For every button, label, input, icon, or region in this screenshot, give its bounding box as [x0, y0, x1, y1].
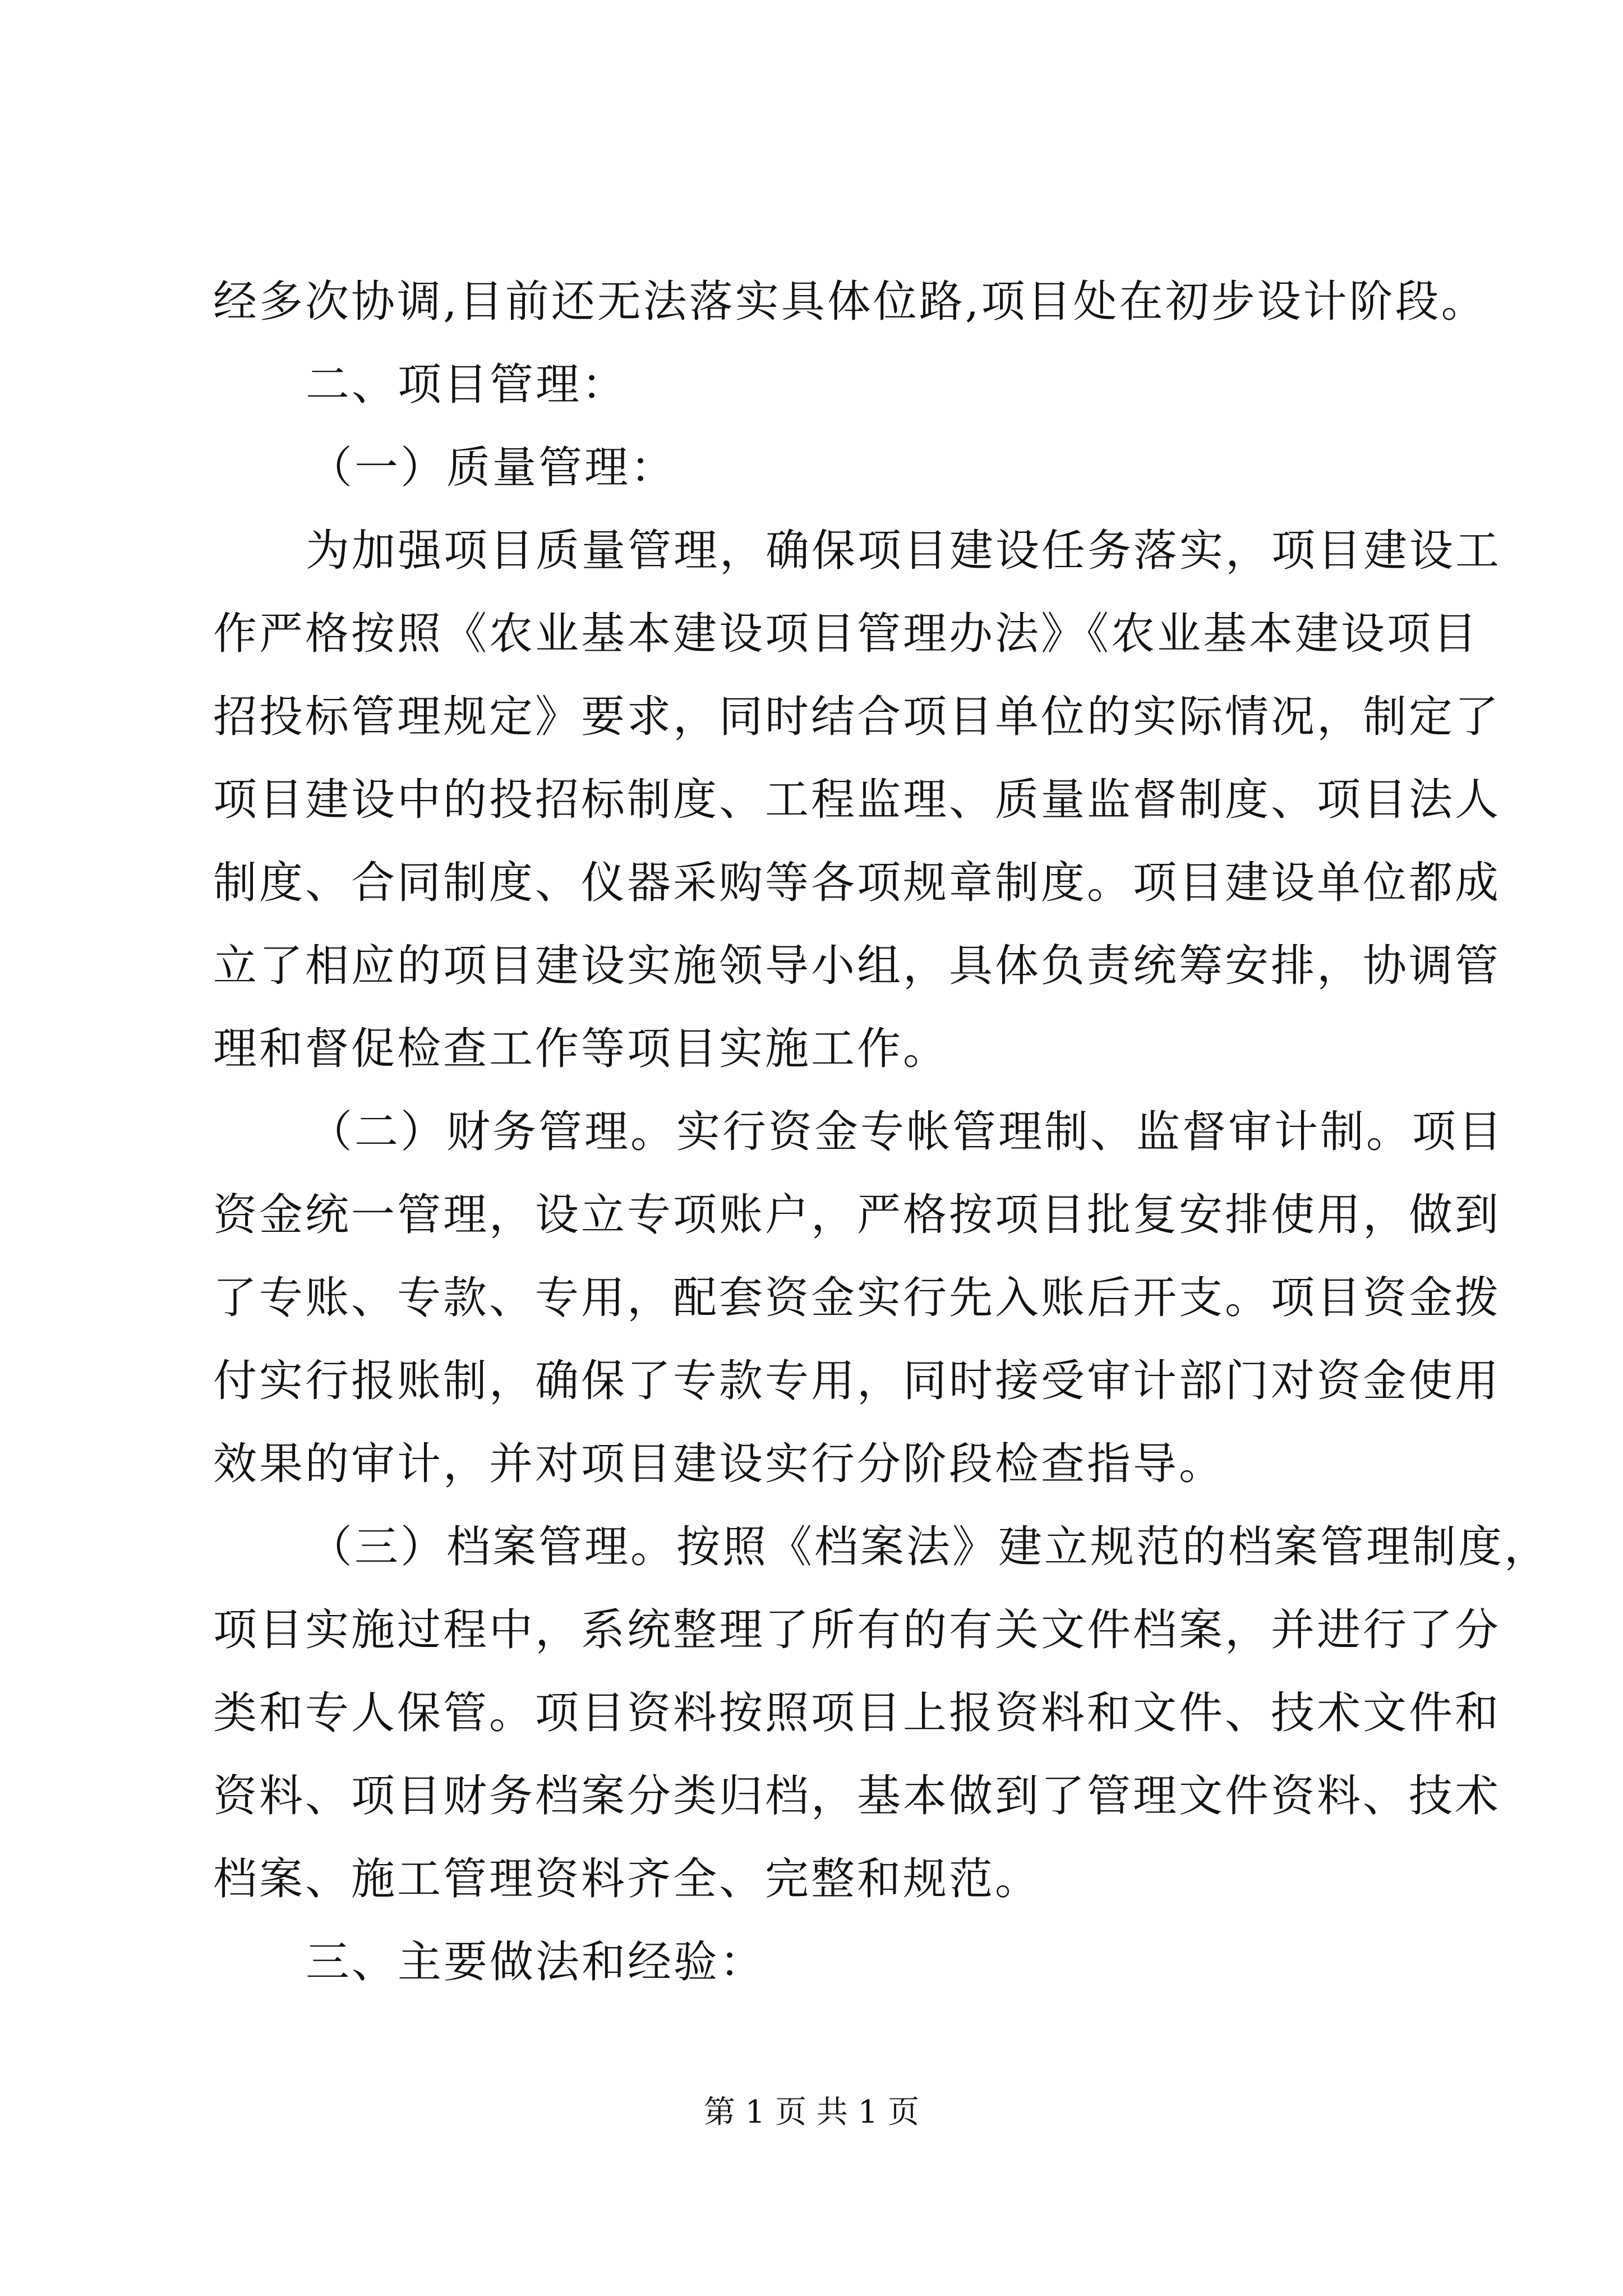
text-line: 经多次协调,目前还无法落实具体位路,项目处在初步设计阶段。 — [213, 277, 1487, 327]
text-line: 类和专人保管。项目资料按照项目上报资料和文件、技术文件和 — [213, 1688, 1501, 1738]
text-line: 作严格按照《农业基本建设项目管理办法》《农业基本建设项目 — [213, 609, 1479, 659]
text-line: 制度、合同制度、仪器采购等各项规章制度。项目建设单位都成 — [213, 858, 1501, 908]
text-line: 档案、施工管理资料齐全、完整和规范。 — [213, 1854, 1041, 1904]
text-line: 招投标管理规定》要求，同时结合项目单位的实际情况，制定了 — [213, 692, 1501, 742]
text-line: 资金统一管理，设立专项账户，严格按项目批复安排使用，做到 — [213, 1190, 1501, 1240]
page-number-footer: 第 1 页 共 1 页 — [703, 2094, 920, 2131]
section-heading: 三、主要做法和经验： — [306, 1937, 766, 1987]
text-line: 付实行报账制，确保了专款专用，同时接受审计部门对资金使用 — [213, 1356, 1501, 1406]
text-line: （二）财务管理。实行资金专帐管理制、监督审计制。项目 — [308, 1107, 1505, 1157]
text-line: 资料、项目财务档案分类归档，基本做到了管理文件资料、技术 — [213, 1771, 1501, 1821]
text-line: 效果的审计，并对项目建设实行分阶段检查指导。 — [213, 1439, 1225, 1489]
text-line: 项目实施过程中，系统整理了所有的有关文件档案，并进行了分 — [213, 1605, 1501, 1655]
text-line: （三）档案管理。按照《档案法》建立规范的档案管理制度， — [308, 1522, 1551, 1572]
text-line: 了专账、专款、专用，配套资金实行先入账后开支。项目资金拨 — [213, 1273, 1501, 1323]
text-line: 理和督促检查工作等项目实施工作。 — [213, 1024, 949, 1074]
text-line: 为加强项目质量管理，确保项目建设任务落实，项目建设工 — [306, 526, 1502, 576]
text-line: 项目建设中的投招标制度、工程监理、质量监督制度、项目法人 — [213, 775, 1501, 825]
text-line: 立了相应的项目建设实施领导小组，具体负责统筹安排，协调管 — [213, 941, 1501, 991]
subsection-heading: （一）质量管理： — [308, 443, 677, 493]
section-heading: 二、项目管理： — [306, 360, 628, 410]
